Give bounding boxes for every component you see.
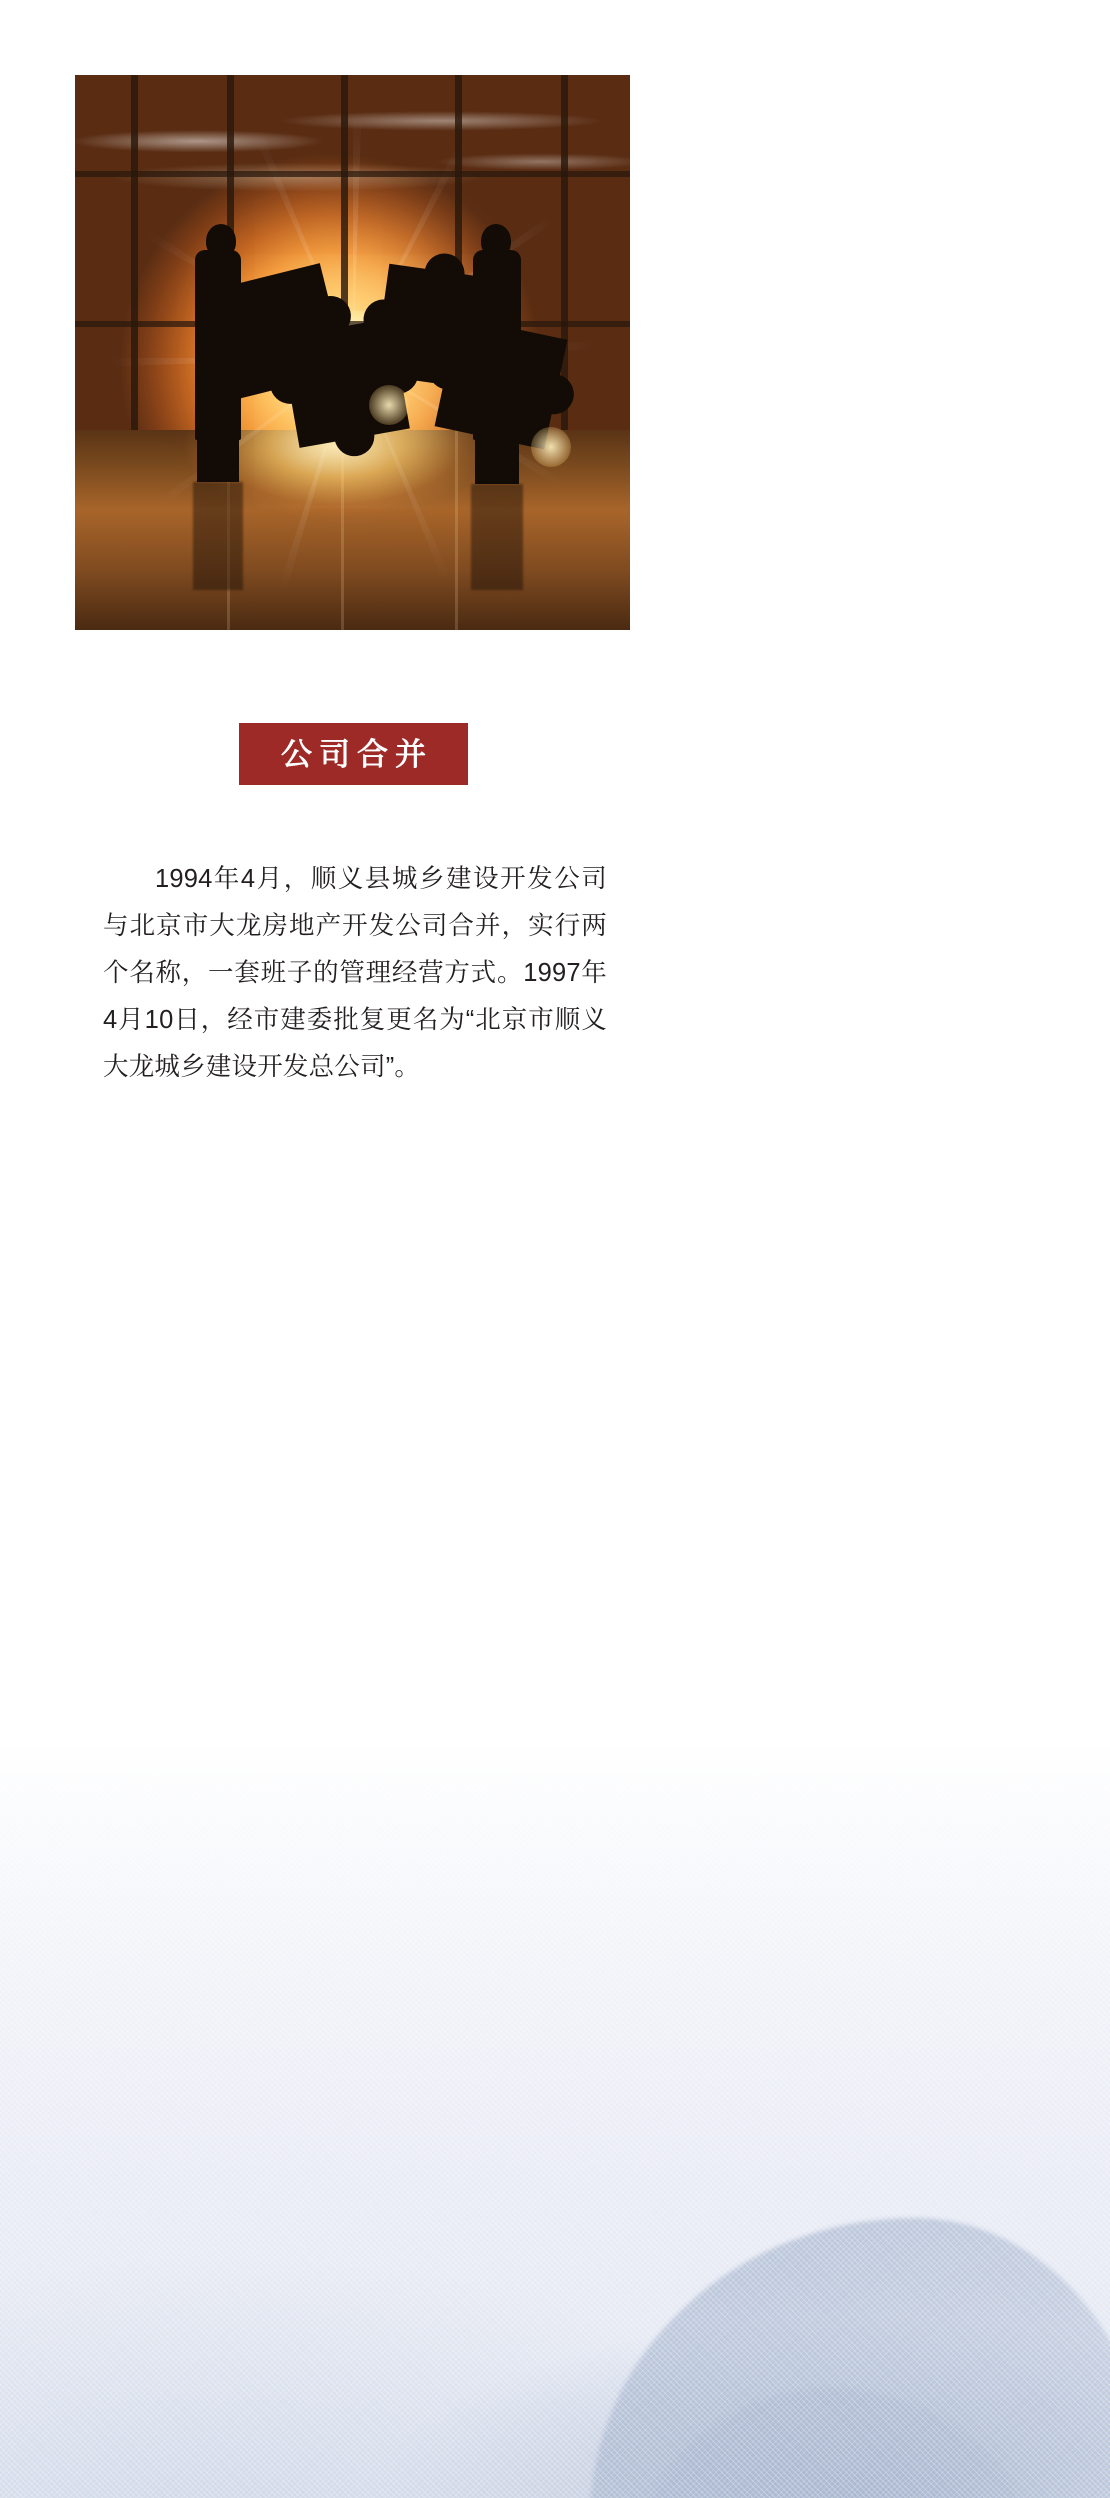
silhouette-person-left-body bbox=[195, 250, 241, 440]
window-mullion-vertical bbox=[131, 75, 138, 430]
silhouette-person-right-head bbox=[481, 224, 511, 258]
article-paragraph: 1994年4月，顺义县城乡建设开发公司与北京市大龙房地产开发公司合并，实行两个名称，一套班子的管理经营方式。1997年4月10日，经市建委批复更名为“北京市顺义大龙城乡建设开发总公司”。 bbox=[103, 864, 607, 1081]
puzzle-notch-glow bbox=[531, 427, 571, 467]
hero-image bbox=[75, 75, 630, 630]
page-title: 公司合并 bbox=[281, 736, 433, 772]
floor-reflection-right bbox=[471, 484, 523, 590]
silhouette-person-left-legs bbox=[197, 424, 239, 482]
decor-hill-right bbox=[590, 2218, 1110, 2498]
silhouette-person-left-head bbox=[206, 224, 236, 258]
window-mullion-horizontal bbox=[75, 171, 630, 177]
puzzle-notch-glow bbox=[369, 385, 409, 425]
silhouette-person-right-body bbox=[473, 250, 521, 440]
floor-seam bbox=[341, 430, 344, 630]
decor-hill-center bbox=[620, 2388, 1040, 2498]
section-title-band bbox=[239, 723, 468, 785]
silhouette-person-right-legs bbox=[475, 426, 519, 484]
floor-reflection-left bbox=[193, 482, 243, 590]
floor-seam bbox=[455, 430, 458, 630]
bottom-mountain-gradient bbox=[0, 1740, 1110, 2498]
